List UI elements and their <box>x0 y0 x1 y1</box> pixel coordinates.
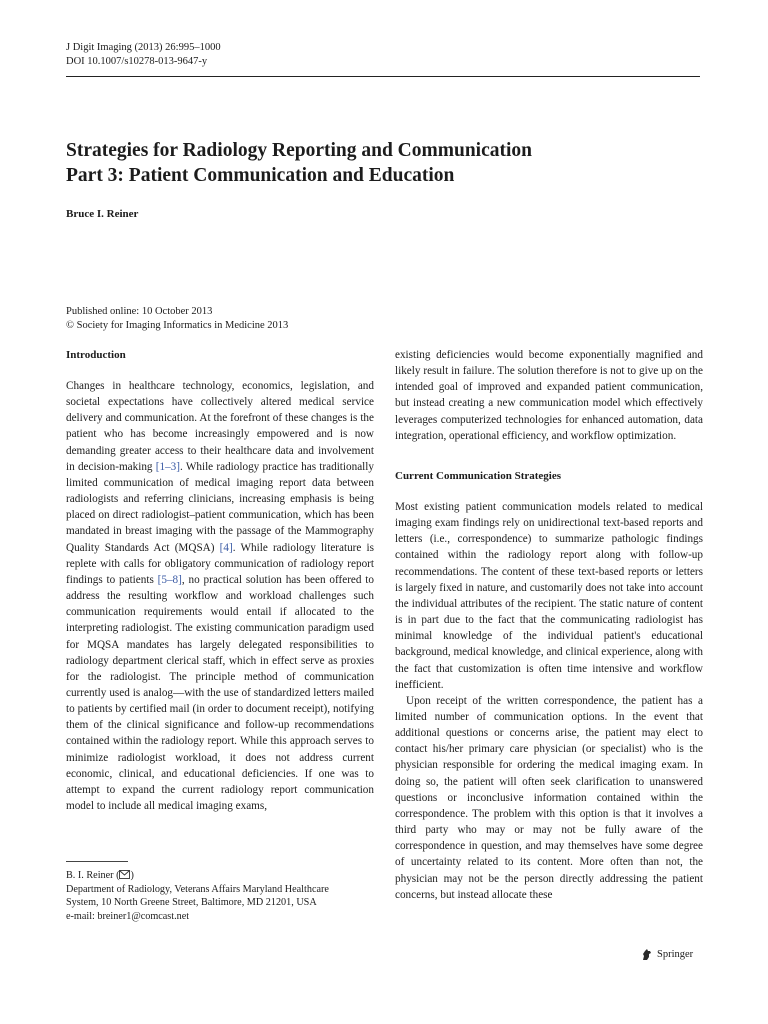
publication-info <box>66 305 288 333</box>
title-line-1: Strategies for Radiology Reporting and Communication <box>66 140 533 161</box>
title-line-2: Part 3: Patient Communication and Education <box>66 165 455 186</box>
springer-horse-icon <box>640 948 653 961</box>
section-heading-current-strategies: Current Communication Strategies <box>395 469 561 482</box>
continued-paragraph: existing deficiencies would become exponentially magnified and likely result in failure. The solution therefore is not to give up on the intended goal of improved and expanded patient communication, but instead creating a new communication model which effectively leverages computerized technologies for enhanced automation, data integration, operational efficiency, and workflow optimization. <box>395 349 703 442</box>
corresponding-author: B. I. Reiner ( ) <box>66 870 134 881</box>
publisher-logo <box>640 948 693 961</box>
envelope-icon <box>119 870 130 879</box>
author-affiliation-footnote <box>66 869 376 923</box>
published-date: Published online: 10 October 2013 <box>66 306 213 317</box>
section-heading-introduction: Introduction <box>66 349 126 361</box>
strategies-paragraph-1: Most existing patient communication models related to medical imaging exam findings rely on unidirectional text-based reports and letters (i.e., correspondence) to summarize pathologic findings contained within the radiology report along with follow-up recommendations. The content of these text-based reports or letters is largely fixed in nature, and customarily does not take into account the individual attributes of the recipient. The static nature of content is in part due to the fact that the communicating radiologist has minimal knowledge of the individual patient's educational background, medical knowledge, and clinical experience, along with the fact that customization is often time intensive and workflow inefficient. <box>395 500 703 691</box>
citation-link[interactable]: [4] <box>219 541 233 554</box>
publisher-name: Springer <box>657 949 694 960</box>
left-column <box>66 347 374 814</box>
copyright-line: © Society for Imaging Informatics in Medicine 2013 <box>66 320 289 331</box>
doi-line: DOI 10.1007/s10278-013-9647-y <box>66 56 208 67</box>
article-title <box>66 138 706 188</box>
right-column <box>395 347 703 903</box>
journal-citation: J Digit Imaging (2013) 26:995–1000 <box>66 42 221 53</box>
department: Department of Radiology, Veterans Affairs Maryland Healthcare <box>66 883 329 895</box>
citation-link[interactable]: [5–8] <box>157 573 182 586</box>
email[interactable]: e-mail: breiner1@comcast.net <box>66 910 190 922</box>
author-name: Bruce I. Reiner <box>66 208 139 220</box>
address: System, 10 North Greene Street, Baltimore, MD 21201, USA <box>66 897 317 909</box>
header-rule <box>66 76 700 77</box>
strategies-paragraph-2: Upon receipt of the written correspondence, the patient has a limited number of communication options. In the event that additional questions or concerns arise, the patient may elect to contact his/her primary care physician (or specialist) who is the physician responsible for ordering the medical imaging exam. In doing so, the patient will often seek clarification to unanswered questions or inconclusive information contained within the correspondence. The problem with this option is that it involves a third party who may or may not be fully aware of the correspondence in question, and may themselves have some degree of uncertainty related to its content. More often than not, the physician may not be the person directly addressing the patient concerns, but instead allocate these <box>395 694 703 901</box>
journal-header <box>66 41 221 69</box>
introduction-paragraph: Changes in healthcare technology, economics, legislation, and societal expectations have collectively altered medical service delivery and communication. At the forefront of these changes is the patient who has become increasingly empowered and is now demanding greater access to their healthcare data and involvement in decision-making [1–3]. While radiology practice has traditionally limited communication of medical imaging report data between radiologists and referring clinicians, increasing emphasis is being placed on direct radiologist–patient communication, which has been mandated in breast imaging with the passage of the Mammography Quality Standards Act (MQSA) [4]. While radiology literature is replete with calls for obligatory communication of radiology report findings to patients [5–8], no practical solution has been offered to address the resulting workflow and workload challenges such communication requirements would entail if allocated to the interpreting radiologist. The existing communication paradigm used for MQSA mandates has largely delegated responsibilities to radiology department clerical staff, which in effect serve as proxies for the radiologist. The principle method of communication currently used is analog—with the use of standardized letters mailed to patients by certified mail (in order to document receipt), notifying them of the clinical significance and follow-up recommendations contained within the radiology report. While this approach serves to minimize radiologist workload, it does not address current economic, clinical, and educational deficiencies. If one was to attempt to expand the current radiology report communication model to include all medical imaging exams, <box>66 380 374 813</box>
footnote-rule <box>66 861 128 862</box>
citation-link[interactable]: [1–3] <box>155 460 180 473</box>
